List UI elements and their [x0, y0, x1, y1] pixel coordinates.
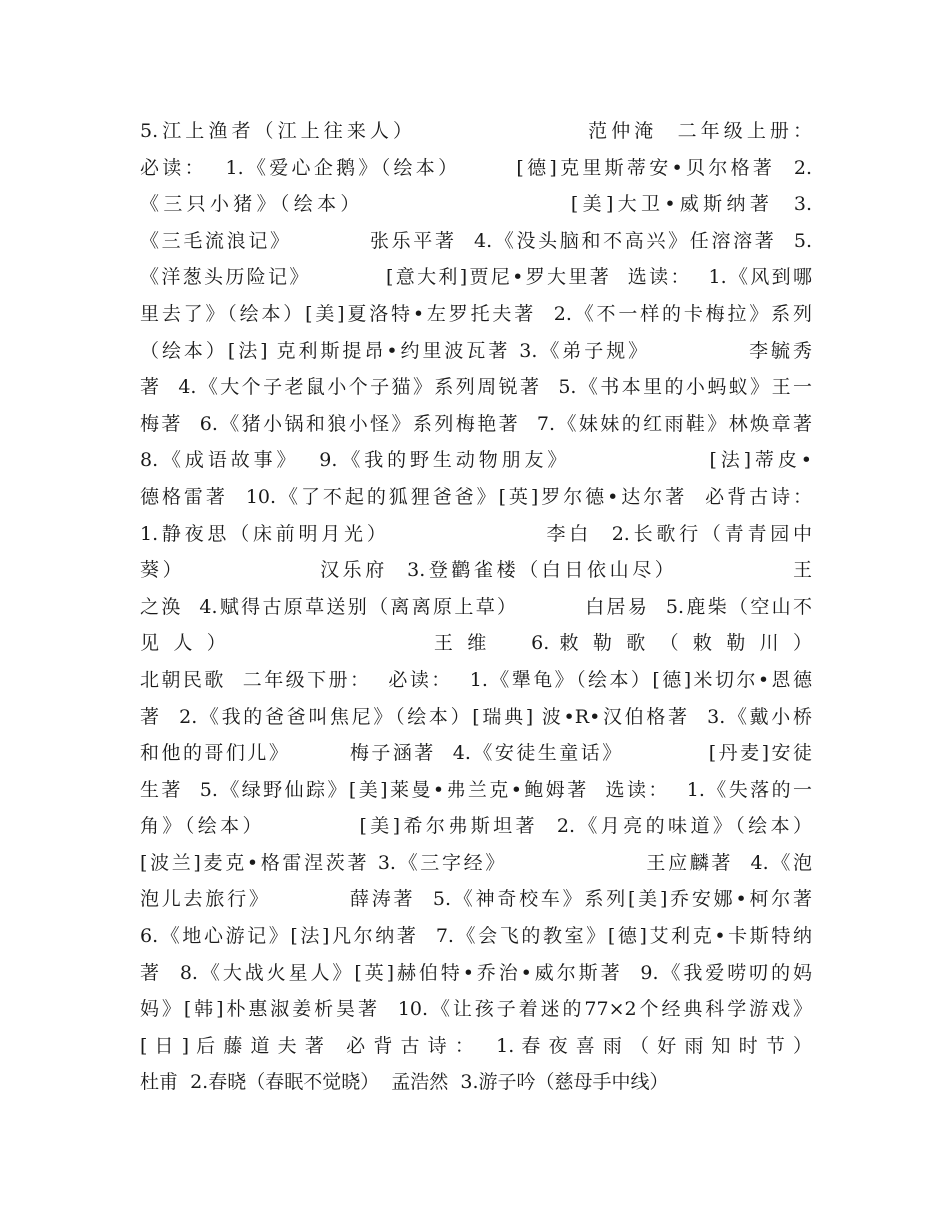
text-line: 8.《成语故事》 9.《我的野生动物朋友》 [法]蒂皮• — [140, 449, 812, 472]
text-line: 杜甫 2.春晓（春眠不觉晓） 孟浩然 3.游子吟（慈母手中线） — [140, 1071, 669, 1094]
text-line: 1.静夜思（床前明月光） 李白 2.长歌行（青青园中 — [140, 522, 812, 545]
text-line: 生著 5.《绿野仙踪》[美]莱曼•弗兰克•鲍姆著 选读： 1.《失落的一 — [140, 778, 812, 801]
text-line: 见 人 ） 王 维 6. 敕 勒 歌 （ 敕 勒 川 ） — [140, 632, 812, 655]
text-line: 北朝民歌 二年级下册： 必读： 1.《犟龟》（绘本）[德]米切尔•恩德 — [140, 668, 812, 691]
text-line: 著 8.《大战火星人》[英]赫伯特•乔治•威尔斯著 9.《我爱唠叨的妈 — [140, 961, 812, 984]
text-line: [波兰]麦克•格雷涅茨著 3.《三字经》 王应麟著 4.《泡 — [140, 851, 812, 874]
text-line: 和他的哥们儿》 梅子涵著 4.《安徒生童话》 [丹麦]安徒 — [140, 742, 812, 765]
text-line: （绘本）[法] 克利斯提昂•约里波瓦著 3.《弟子规》 李毓秀 — [140, 339, 812, 362]
text-line: 葵） 汉乐府 3.登鹳雀楼（白日依山尽） 王 — [140, 559, 812, 582]
text-line: 必读： 1.《爱心企鹅》（绘本） [德]克里斯蒂安•贝尔格著 2. — [140, 156, 812, 179]
text-line: 泡儿去旅行》 薛涛著 5.《神奇校车》系列[美]乔安娜•柯尔著 — [140, 888, 812, 911]
document-text-body — [140, 113, 812, 1101]
text-line: 里去了》（绘本）[美]夏洛特•左罗托夫著 2.《不一样的卡梅拉》系列 — [140, 302, 812, 325]
text-line: 《洋葱头历险记》 [意大利]贾尼•罗大里著 选读： 1.《风到哪 — [140, 266, 812, 289]
text-line: 著 2.《我的爸爸叫焦尼》（绘本）[瑞典] 波•R•汉伯格著 3.《戴小桥 — [140, 705, 812, 728]
text-line: 角》（绘本） [美]希尔弗斯坦著 2.《月亮的味道》（绘本） — [140, 815, 812, 838]
text-line: 《三毛流浪记》 张乐平著 4.《没头脑和不高兴》任溶溶著 5. — [140, 229, 812, 252]
text-line: 梅著 6.《猪小锅和狼小怪》系列梅艳著 7.《妹妹的红雨鞋》林焕章著 — [140, 412, 812, 435]
text-line: 妈》[韩]朴惠淑姜析昊著 10.《让孩子着迷的77×2个经典科学游戏》 — [140, 998, 812, 1021]
text-line: 《三只小猪》（绘本） [美]大卫•威斯纳著 3. — [140, 193, 812, 216]
text-line: 之涣 4.赋得古原草送别（离离原上草） 白居易 5.鹿柴（空山不 — [140, 595, 812, 618]
text-line: [ 日 ] 后 藤 道 夫 著 必 背 古 诗 ： 1. 春 夜 喜 雨 （ 好 雨 知 时 节 ） — [140, 1034, 812, 1057]
text-line: 6.《地心游记》[法]凡尔纳著 7.《会飞的教室》[德]艾利克•卡斯特纳 — [140, 925, 812, 948]
text-line: 德格雷著 10.《了不起的狐狸爸爸》[英]罗尔德•达尔著 必背古诗： — [140, 485, 812, 508]
text-line: 5.江上渔者（江上往来人） 范仲淹 二年级上册： — [140, 120, 812, 142]
text-line: 著 4.《大个子老鼠小个子猫》系列周锐著 5.《书本里的小蚂蚁》王一 — [140, 376, 812, 399]
